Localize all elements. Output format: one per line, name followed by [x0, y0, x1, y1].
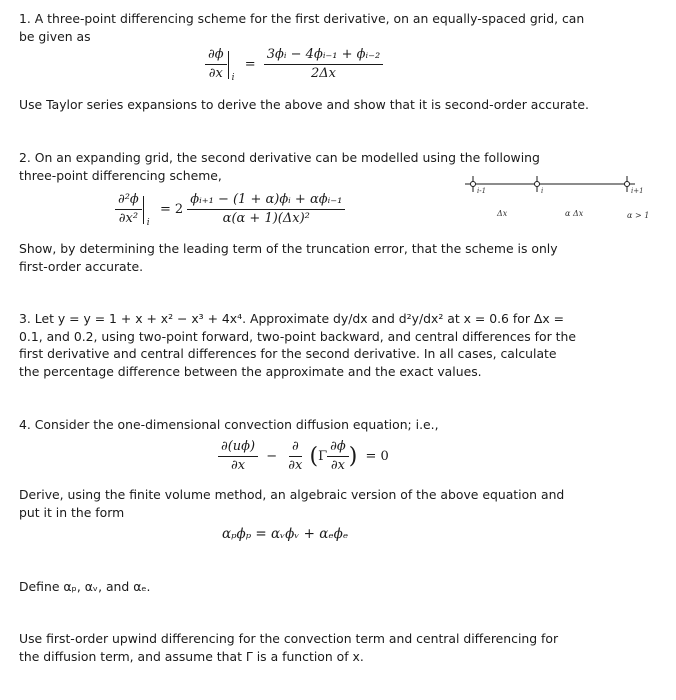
label-spacing-left: Δx: [497, 209, 508, 218]
grid-node-right: [625, 176, 630, 192]
q4-equation: $\frac{\partial(u\phi)}{\partial x}$ − $\frac{\partial}{\partial x}$ (Γ $\frac{\partial\phi}{\partial x}$ ) = 0: [218, 439, 393, 474]
label-node-mid: i: [541, 187, 544, 195]
label-alpha-note: α > 1: [627, 211, 650, 220]
q1-statement: 1. A three-point differencing scheme for the first derivative, on an equally-spaced grid, can be given as: [19, 11, 585, 44]
label-spacing-right: α Δx: [565, 209, 584, 218]
q2-lhs-derivative: $\frac{\text{∂²ϕ}}{\text{∂x²}}$: [115, 192, 142, 227]
q4-statement: 4. Consider the one-dimensional convection diffusion equation; i.e.,: [19, 417, 439, 432]
q2-coefficient: 2: [174, 202, 184, 217]
q4-outer-derivative: $\frac{\partial}{\partial x}$: [288, 439, 303, 473]
q4-final-instruction: Use first-order upwind differencing for the convection term and central differencing for the diffusion term, and assume that Γ is a function of x.: [19, 631, 559, 664]
q4-define-instruction: Define αₚ, αᵥ, and αₑ.: [19, 579, 151, 594]
q1-instruction: Use Taylor series expansions to derive the above and show that it is second-order accurate.: [19, 97, 589, 112]
q4-gamma: Γ: [318, 449, 328, 464]
grid-diagram: [455, 172, 670, 222]
q2-statement: 2. On an expanding grid, the second derivative can be modelled using the following three-point differencing scheme,: [19, 150, 540, 183]
q4-equals-zero: = 0: [365, 449, 389, 464]
q4-inner-derivative: $\frac{\partial\phi}{\partial x}$: [327, 439, 349, 474]
q4-convection-term: $\frac{\partial(u\phi)}{\partial x}$: [218, 439, 258, 474]
grid-node-left: [471, 176, 476, 192]
q4-target-form: αₚϕₚ = αᵥϕᵥ + αₑϕₑ: [222, 526, 349, 542]
q1-rhs-fraction: $\frac{\text{3ϕᵢ − 4ϕᵢ₋₁ + ϕᵢ₋₂}}{2\Delta x}$: [264, 47, 383, 82]
q2-instruction: Show, by determining the leading term of the truncation error, that the scheme is only first-order accurate.: [19, 241, 558, 274]
q1-eval-bar: i: [228, 51, 229, 79]
label-node-right: i+1: [631, 187, 644, 195]
q4-derive-instruction: Derive, using the finite volume method, an algebraic version of the above equation and put it in the form: [19, 487, 565, 520]
q2-rhs-fraction: $\frac{\text{ϕᵢ₊₁ − (1 + α)ϕᵢ + αϕᵢ₋₁}}{\text{α(α + 1)(Δx)²}}$: [187, 192, 345, 227]
grid-node-mid: [535, 176, 540, 192]
q2-eval-bar: i: [143, 196, 144, 224]
q2-equation: $\frac{\text{∂²ϕ}}{\text{∂x²}}$ i = 2 $\frac{\text{ϕᵢ₊₁ − (1 + α)ϕᵢ + αϕᵢ₋₁}}{\text{α(α + 1)(Δx)²}}$: [115, 192, 345, 227]
q3-statement: 3. Let y = y = 1 + x + x² − x³ + 4x⁴. Approximate dy/dx and d²y/dx² at x = 0.6 for Δx = 0.1, and 0.2, using two-point forward, two-point backward, and central differences for the first derivative and central differences for the second derivative. In all cases, calculate the percentage difference between the approximate and the exact values.: [19, 311, 576, 379]
label-node-left: i-1: [477, 187, 487, 195]
q1-lhs-derivative: $\frac{\partial\phi}{\partial x}$: [205, 47, 227, 82]
q1-equation: $\frac{\partial\phi}{\partial x}$ i = $\frac{\text{3ϕᵢ − 4ϕᵢ₋₁ + ϕᵢ₋₂}}{2\Delta x}$: [205, 47, 383, 82]
